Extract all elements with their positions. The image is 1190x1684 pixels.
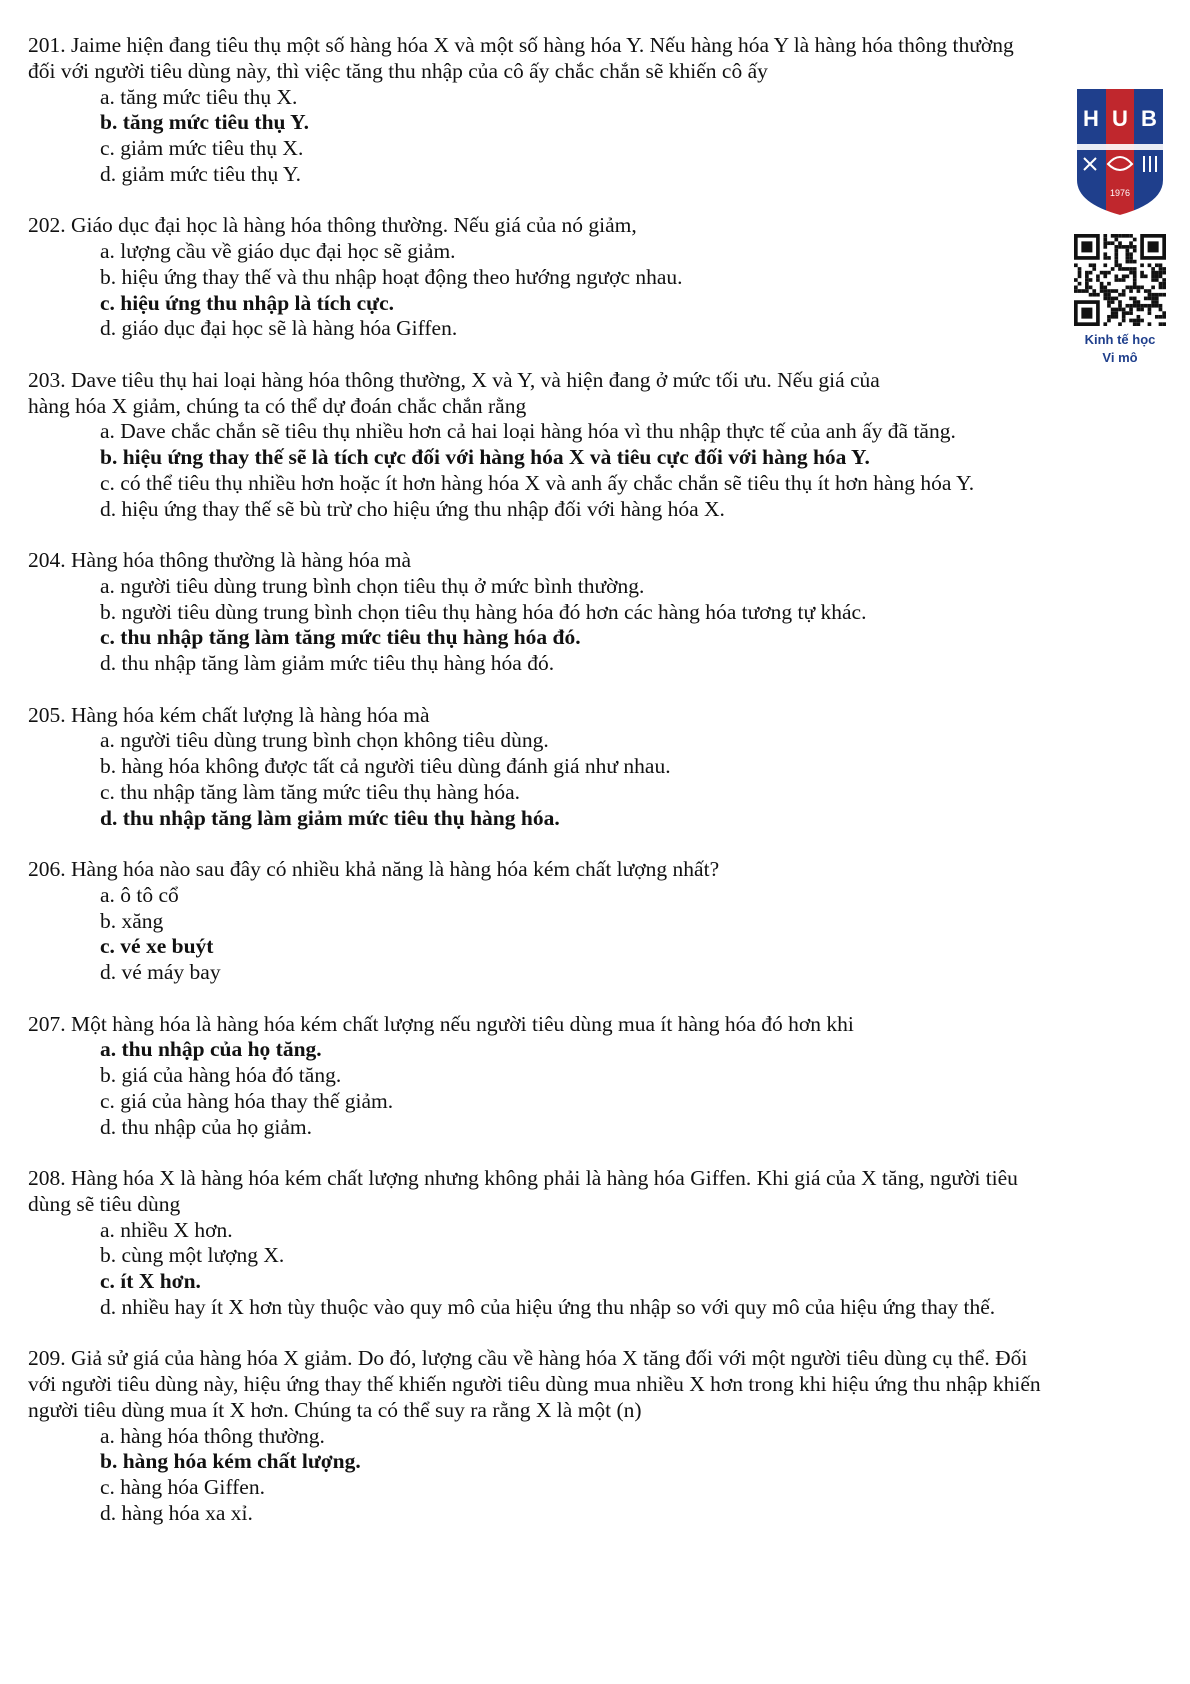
question-205-option-a: a. người tiêu dùng trung bình chọn không tiêu dùng.: [100, 728, 549, 753]
question-202-stem: 202. Giáo dục đại học là hàng hóa thông thường. Nếu giá của nó giảm,: [28, 213, 637, 238]
question-204-option-d: d. thu nhập tăng làm giảm mức tiêu thụ hàng hóa đó.: [100, 651, 555, 675]
question-205-stem: 205. Hàng hóa kém chất lượng là hàng hóa mà: [28, 702, 430, 727]
question-209-stem: với người tiêu dùng này, hiệu ứng thay thế khiến người tiêu dùng mua nhiều X hơn trong khi hiệu ứng thu nhập khiến: [28, 1372, 1041, 1396]
question-207-option-d: d. thu nhập của họ giảm.: [100, 1114, 312, 1139]
question-203-stem: hàng hóa X giảm, chúng ta có thể dự đoán chắc chắn rằng: [28, 393, 527, 418]
question-206-stem: 206. Hàng hóa nào sau đây có nhiều khả năng là hàng hóa kém chất lượng nhất?: [28, 857, 720, 881]
question-203-option-d: d. hiệu ứng thay thế sẽ bù trừ cho hiệu ứng thu nhập đối với hàng hóa X.: [100, 496, 725, 521]
question-203-option-b-answer: b. hiệu ứng thay thế sẽ là tích cực đối với hàng hóa X và tiêu cực đối với hàng hóa Y.: [100, 445, 870, 469]
question-207-option-a-answer: a. thu nhập của họ tăng.: [100, 1037, 322, 1062]
question-208-option-b: b. cùng một lượng X.: [100, 1243, 285, 1268]
question-209-stem: 209. Giả sử giá của hàng hóa X giảm. Do đó, lượng cầu về hàng hóa X tăng đối với một người tiêu dùng cụ thể. Đối: [28, 1346, 1028, 1371]
brand-caption-line2: Vi mô: [1102, 350, 1138, 365]
question-206-option-d: d. vé máy bay: [100, 960, 221, 984]
question-202-option-b: b. hiệu ứng thay thế và thu nhập hoạt động theo hướng ngược nhau.: [100, 264, 683, 289]
question-201-option-c: c. giảm mức tiêu thụ X.: [100, 136, 304, 160]
question-208-option-d: d. nhiều hay ít X hơn tùy thuộc vào quy mô của hiệu ứng thu nhập so với quy mô của hiệu ứng thay thế.: [100, 1294, 996, 1319]
hub-shield-logo: [1072, 84, 1168, 220]
question-206-option-c-answer: c. vé xe buýt: [100, 934, 214, 959]
question-208-option-a: a. nhiều X hơn.: [100, 1217, 233, 1242]
question-208-option-c-answer: c. ít X hơn.: [100, 1269, 201, 1293]
question-209-option-c: c. hàng hóa Giffen.: [100, 1475, 265, 1499]
question-202-option-c-answer: c. hiệu ứng thu nhập là tích cực.: [100, 290, 394, 315]
question-206-option-b: b. xăng: [100, 908, 164, 933]
question-209-option-a: a. hàng hóa thông thường.: [100, 1423, 325, 1448]
question-204-option-c-answer: c. thu nhập tăng làm tăng mức tiêu thụ hàng hóa đó.: [100, 625, 581, 650]
question-207-stem: 207. Một hàng hóa là hàng hóa kém chất lượng nếu người tiêu dùng mua ít hàng hóa đó hơn khi: [28, 1011, 854, 1036]
question-201-stem: đối với người tiêu dùng này, thì việc tăng thu nhập của cô ấy chắc chắn sẽ khiến cô ấy: [28, 58, 768, 83]
question-201-option-d: d. giảm mức tiêu thụ Y.: [100, 161, 301, 186]
qr-code-icon: [1074, 234, 1166, 326]
question-204-stem: 204. Hàng hóa thông thường là hàng hóa mà: [28, 548, 412, 572]
question-203-stem: 203. Dave tiêu thụ hai loại hàng hóa thông thường, X và Y, và hiện đang ở mức tối ưu. Nếu giá của: [28, 367, 880, 392]
question-205-option-b: b. hàng hóa không được tất cả người tiêu dùng đánh giá như nhau.: [100, 754, 671, 778]
question-201-option-a: a. tăng mức tiêu thụ X.: [100, 84, 298, 109]
question-206-option-a: a. ô tô cổ: [100, 882, 179, 907]
question-205-option-d-answer: d. thu nhập tăng làm giảm mức tiêu thụ hàng hóa.: [100, 805, 560, 830]
logo-letter-u: U: [1112, 106, 1128, 131]
question-208-stem: dùng sẽ tiêu dùng: [28, 1191, 181, 1216]
question-209-option-d: d. hàng hóa xa xỉ.: [100, 1500, 253, 1525]
question-209-option-b-answer: b. hàng hóa kém chất lượng.: [100, 1449, 361, 1474]
question-205-option-c: c. thu nhập tăng làm tăng mức tiêu thụ hàng hóa.: [100, 779, 521, 804]
question-204-option-a: a. người tiêu dùng trung bình chọn tiêu thụ ở mức bình thường.: [100, 573, 645, 598]
logo-year: 1976: [1109, 188, 1131, 198]
question-202-option-a: a. lượng cầu về giáo dục đại học sẽ giảm.: [100, 239, 456, 263]
question-208-stem: 208. Hàng hóa X là hàng hóa kém chất lượng nhưng không phải là hàng hóa Giffen. Khi giá của X tăng, người tiêu: [28, 1166, 1018, 1190]
question-207-option-c: c. giá của hàng hóa thay thế giảm.: [100, 1088, 394, 1113]
question-209-stem: người tiêu dùng mua ít X hơn. Chúng ta có thể suy ra rằng X là một (n): [28, 1397, 642, 1422]
question-204-option-b: b. người tiêu dùng trung bình chọn tiêu thụ hàng hóa đó hơn các hàng hóa tương tự khác.: [100, 599, 867, 624]
brand-panel: [1060, 84, 1180, 384]
question-201-stem: 201. Jaime hiện đang tiêu thụ một số hàng hóa X và một số hàng hóa Y. Nếu hàng hóa Y là hàng hóa thông thường: [28, 33, 1014, 57]
logo-letter-h: H: [1083, 106, 1099, 131]
question-207-option-b: b. giá của hàng hóa đó tăng.: [100, 1063, 342, 1087]
question-203-option-c: c. có thể tiêu thụ nhiều hơn hoặc ít hơn hàng hóa X và anh ấy chắc chắn sẽ tiêu thụ ít hơn hàng hóa Y.: [100, 470, 975, 495]
question-202-option-d: d. giáo dục đại học sẽ là hàng hóa Giffen.: [100, 316, 458, 341]
brand-caption-line1: Kinh tế học: [1084, 332, 1156, 347]
logo-letter-b: B: [1141, 106, 1157, 131]
question-203-option-a: a. Dave chắc chắn sẽ tiêu thụ nhiều hơn cả hai loại hàng hóa vì thu nhập thực tế của anh ấy đã tăng.: [100, 419, 956, 444]
question-201-option-b-answer: b. tăng mức tiêu thụ Y.: [100, 110, 310, 135]
